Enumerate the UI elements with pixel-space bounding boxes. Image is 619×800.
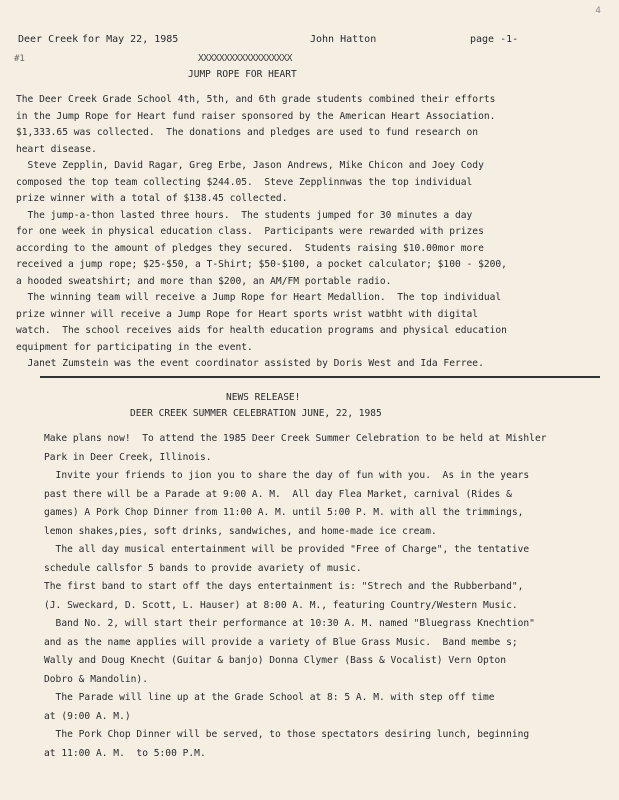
- article1-line: The Deer Creek Grade School 4th, 5th, and 6th grade students combined their efforts: [16, 94, 496, 105]
- article2-kicker: NEWS RELEASE!: [226, 392, 301, 403]
- article2-title: DEER CREEK SUMMER CELEBRATION JUNE, 22, 1985: [130, 408, 382, 419]
- header-author: John Hatton: [310, 34, 377, 45]
- article1-line: Janet Zumstein was the event coordinator assisted by Doris West and Ida Ferree.: [16, 358, 484, 369]
- article1-line: $1,333.65 was collected. The donations and pledges are used to fund research on: [16, 127, 479, 138]
- article2-body: [44, 430, 547, 763]
- article1-line: according to the amount of pledges they secured. Students raising $10.00mor more: [16, 242, 484, 254]
- article1-title: JUMP ROPE FOR HEART: [188, 69, 297, 80]
- article2-line: Make plans now! To attend the 1985 Deer Creek Summer Celebration to be held at Mishler: [44, 433, 547, 444]
- article2-line: Dobro & Mandolin).: [44, 673, 148, 685]
- article2-line: (J. Sweckard, D. Scott, L. Hauser) at 8:00 A. M., featuring Country/Western Music.: [44, 599, 518, 611]
- margin-mark: #1: [14, 54, 25, 64]
- article2-line: Invite your friends to jion you to share the day of fun with you. As in the years: [44, 470, 530, 481]
- article1-line: composed the top team collecting $244.05. Steve Zepplinnwas the top individual: [16, 176, 473, 188]
- article1-line: received a jump rope; $25-$50, a T-Shirt; $50-$100, a pocket calculator; $100 - $200,: [16, 259, 507, 270]
- article1-line: prize winner with a total of $138.45 collected.: [16, 193, 288, 204]
- article2-line: Band No. 2, will start their performance at 10:30 A. M. named "Bluegrass Knechtion": [44, 618, 535, 629]
- article2-line: and as the name applies will provide a variety of Blue Grass Music. Band membe s;: [44, 636, 518, 648]
- article2-line: The Parade will line up at the Grade School at 8: 5 A. M. with step off time: [44, 692, 495, 703]
- article2-line: schedule callsfor 5 bands to provide avariety of music.: [44, 562, 362, 574]
- article2-line: The all day musical entertainment will be provided "Free of Charge", the tentative: [44, 544, 530, 555]
- article2-line: The first band to start off the days entertainment is: "Strech and the Rubberband",: [44, 581, 524, 592]
- article1-line: prize winner will receive a Jump Rope for Heart sports wrist watbht with digital: [16, 308, 479, 320]
- article1-line: The winning team will receive a Jump Rope for Heart Medallion. The top individual: [16, 292, 502, 303]
- article1-line: for one week in physical education class. Participants were rewarded with prizes: [16, 226, 484, 237]
- article2-line: games) A Pork Chop Dinner from 11:00 A. M. until 5:00 P. M. with all the trimmings,: [44, 507, 524, 518]
- article2-line: The Pork Chop Dinner will be served, to those spectators desiring lunch, beginning: [44, 729, 530, 740]
- section-divider: [40, 376, 600, 378]
- article2-line: past there will be a Parade at 9:00 A. M. All day Flea Market, carnival (Rides &: [44, 488, 512, 500]
- article2-line: Wally and Doug Knecht (Guitar & banjo) Donna Clymer (Bass & Vocalist) Vern Opton: [44, 655, 507, 666]
- article1-line: watch. The school receives aids for health education programs and physical education: [16, 325, 507, 336]
- page-header: [18, 34, 599, 50]
- article2-line: Park in Deer Creek, Illinois.: [44, 451, 212, 463]
- pencil-mark: 4: [595, 6, 601, 16]
- article1-line: equipment for participating in the event.: [16, 341, 253, 353]
- struck-out-text: XXXXXXXXXXXXXXXXXX: [198, 53, 292, 64]
- article1-line: The jump-a-thon lasted three hours. The students jumped for 30 minutes a day: [16, 209, 473, 221]
- header-date: for May 22, 1985: [82, 34, 179, 45]
- article1-line: Steve Zepplin, David Ragar, Greg Erbe, Jason Andrews, Mike Chicon and Joey Cody: [16, 160, 484, 171]
- article1-line: heart disease.: [16, 143, 97, 155]
- header-name: Deer Creek: [18, 34, 79, 45]
- header-page-number: page -1-: [470, 34, 519, 45]
- article1-line: in the Jump Rope for Heart fund raiser sponsored by the American Heart Association.: [16, 110, 496, 122]
- article2-line: at (9:00 A. M.): [44, 710, 131, 722]
- article1-line: a hooded sweatshirt; and more than $200, an AM/FM portable radio.: [16, 275, 392, 287]
- article1-body: [16, 92, 507, 373]
- article2-line: at 11:00 A. M. to 5:00 P.M.: [44, 747, 206, 759]
- article2-line: lemon shakes,pies, soft drinks, sandwiches, and home-made ice cream.: [44, 525, 437, 537]
